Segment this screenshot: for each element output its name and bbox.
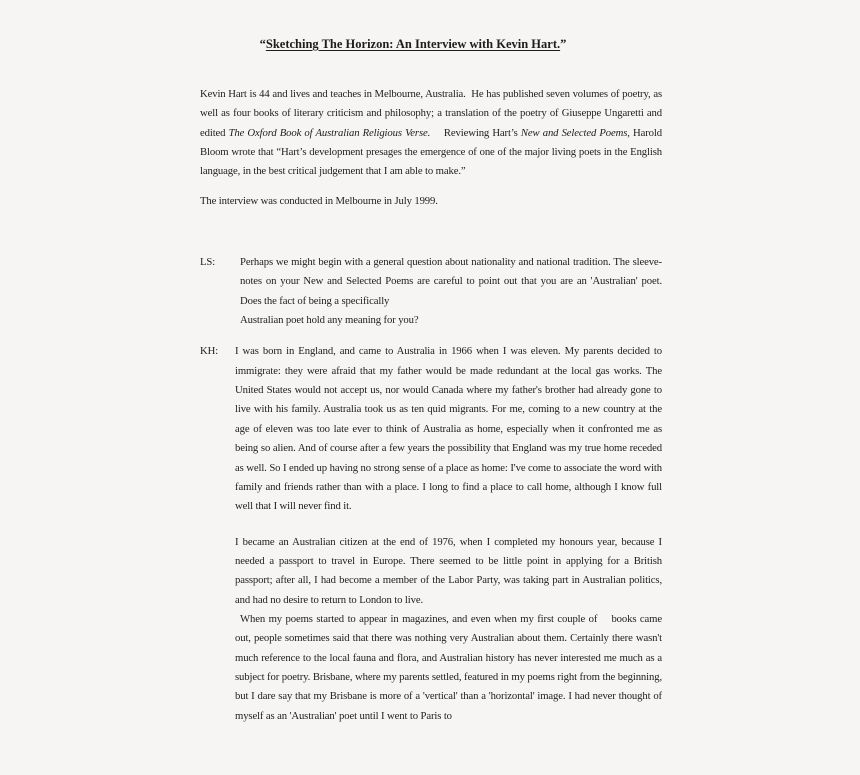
dialogue-block-ls bbox=[200, 253, 662, 330]
ls-question-paragraph bbox=[240, 253, 662, 330]
intro-segment-3: Reviewing Hart’s bbox=[430, 126, 521, 139]
kh-answer-paragraph-3: When my poems started to appear in magazines, and even when my first couple of books came out, people sometimes said that there was nothing very Australian about them. Certainly there wasn't much reference to the local fauna and flora, and Australian history has never interested me much as a subject for poetry. Brisbane, where my parents settled, featured in my poems right from the beginning, but I dare say that my Brisbane is more of a 'vertical' than a 'horizontal' image. I had never thought of myself as an 'Australian' poet until I went to Paris to bbox=[235, 612, 662, 722]
title-open-quote: “ bbox=[259, 37, 266, 51]
intro-segment-5: Harold Bloom wrote that “Hart’s development presages the emergence of one of the major living poets in the English language, in the best critical judgement that I am able to make.” bbox=[200, 126, 662, 178]
speaker-label-kh: KH: bbox=[200, 345, 219, 358]
kh-answer-paragraph-1: I was born in England, and came to Australia in 1966 when I was eleven. My parents decided to immigrate: they were afraid that my father would be made redundant at the local gas works. The United States would not accept us, nor would Canada where my father's brother had already gone to live with his family. Australia took us as ten quid migrants. For me, coming to a new country at the age of eleven was too late ever to think of Australia as home, especially when it confronted me as being so alien. And of course after a few years the possibility that England was my true home receded as well. So I ended up having no strong sense of a place as home: I've come to associate the word with family and friends rather than with a place. I long to find a place to call home, although I know full well that I will never find it. bbox=[235, 345, 662, 513]
ls-question-line-1: Perhaps we might begin with a general question about nationality and national tradition. The sleeve-notes on your New and Selected Poems are careful to point out that you are an 'Australian' poet. Does the fact of being a specifically bbox=[240, 256, 662, 307]
ls-question-line-2: Australian poet hold any meaning for you? bbox=[240, 314, 419, 327]
intro-paragraph bbox=[200, 85, 662, 182]
document-content bbox=[200, 35, 662, 726]
interview-note: The interview was conducted in Melbourne in July 1999. bbox=[200, 194, 438, 207]
document-title bbox=[200, 35, 626, 54]
dialogue-block-kh bbox=[200, 342, 662, 726]
intro-book-title-oxford: The Oxford Book of Australian Religious Verse. bbox=[228, 126, 431, 139]
title-close-quote: ” bbox=[560, 37, 567, 51]
intro-book-title-new-selected-poems: New and Selected Poems, bbox=[520, 126, 630, 139]
speaker-label-ls: LS: bbox=[200, 256, 216, 269]
intro-segment-1: Kevin Hart is 44 and lives and teaches in Melbourne, Australia. He has published seven volumes of poetry, as well as four books of literary criticism and philosophy; a translation of the poetry of Giuseppe Ungaretti and edited bbox=[200, 88, 662, 139]
kh-answer-paragraph-2: I became an Australian citizen at the end of 1976, when I completed my honours year, because I needed a passport to travel in Europe. There seemed to be little point in applying for a British passport; after all, I had become a member of the Labor Party, was taking part in Australian politics, and had no desire to return to London to live. bbox=[235, 535, 662, 606]
title-text: Sketching The Horizon: An Interview with Kevin Hart. bbox=[265, 37, 561, 51]
